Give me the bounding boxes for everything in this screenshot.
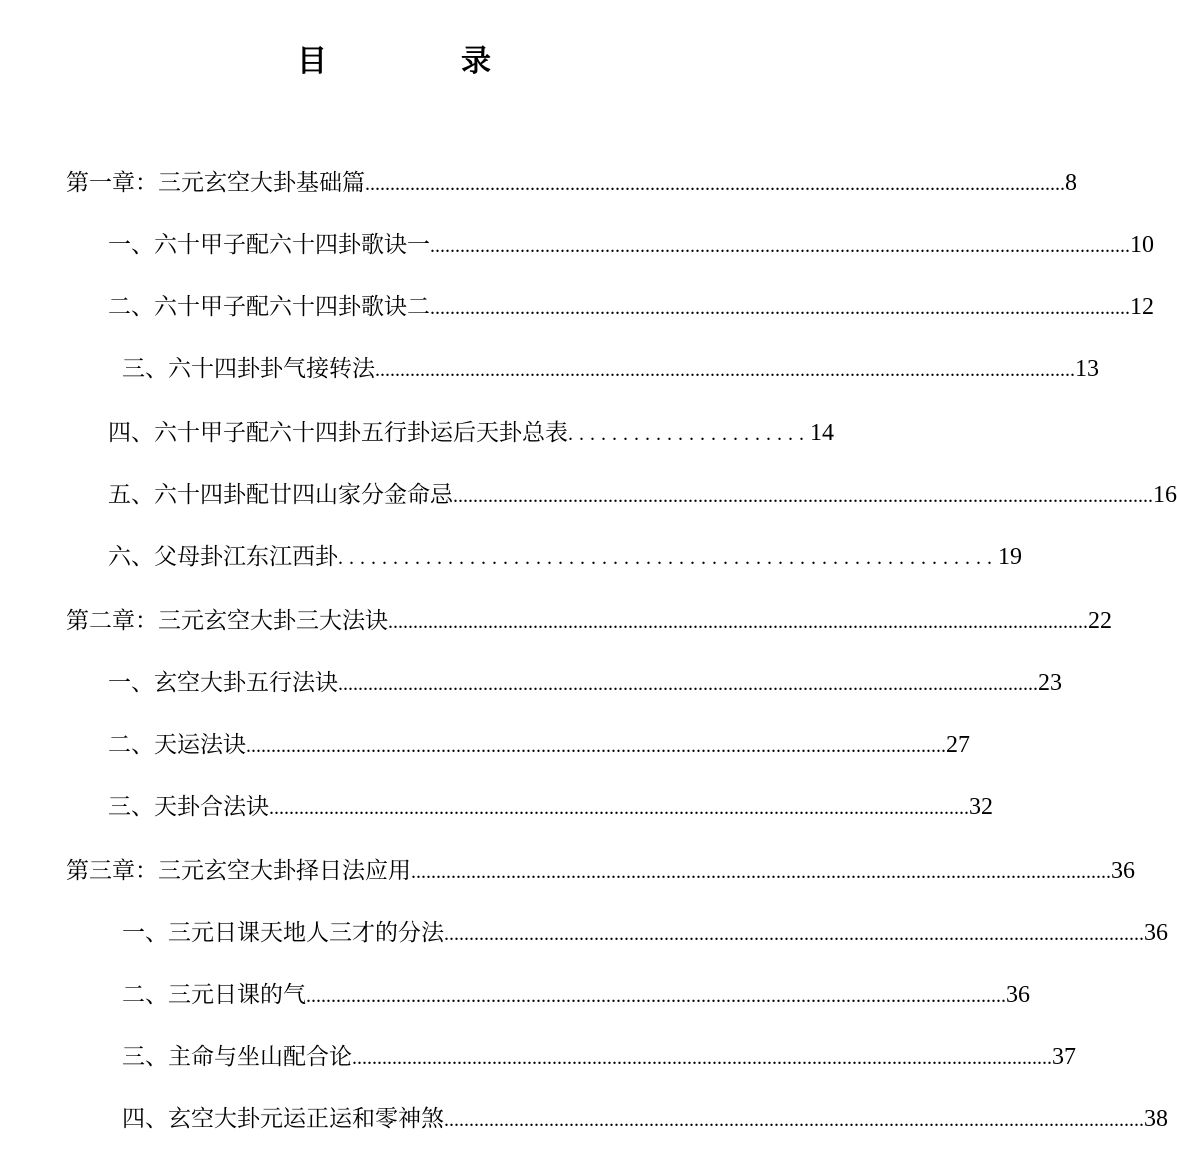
- toc-entry-label: 二、六十甲子配六十四卦歌诀二: [108, 294, 430, 320]
- toc-entry-page: 14: [810, 420, 834, 446]
- toc-entry-page: 38: [1144, 1106, 1168, 1132]
- toc-entry-label: 四、玄空大卦元运正运和零神煞: [122, 1106, 444, 1132]
- toc-leader-dots: ............................................................................................................................................: [338, 673, 1038, 695]
- toc-leader-dots: ............................................................................................................................................: [388, 611, 1088, 633]
- toc-entry-label: 二、三元日课的气: [122, 982, 306, 1008]
- toc-entry[interactable]: [66, 166, 1077, 201]
- toc-entry-label: 三、六十四卦卦气接转法: [122, 356, 375, 382]
- toc-entry-label: 第一章：三元玄空大卦基础篇: [66, 170, 365, 196]
- toc-entry[interactable]: [108, 666, 1062, 701]
- toc-entry-page: 23: [1038, 670, 1062, 696]
- toc-entry-page: 12: [1130, 294, 1154, 320]
- toc-leader-dots: ............................................................................................................................................: [444, 1109, 1144, 1131]
- toc-entry-label: 六、父母卦江东江西卦: [108, 544, 338, 570]
- toc-entry-page: 36: [1006, 982, 1030, 1008]
- toc-entry[interactable]: [122, 916, 1168, 951]
- toc-entry-label: 第二章：三元玄空大卦三大法诀: [66, 608, 388, 634]
- toc-entry-label: 四、六十甲子配六十四卦五行卦运后天卦总表: [108, 420, 568, 446]
- toc-entry[interactable]: [108, 478, 1177, 513]
- toc-entry-page: 27: [946, 732, 970, 758]
- toc-entry-label: 第三章：三元玄空大卦择日法应用: [66, 858, 411, 884]
- toc-entry[interactable]: [122, 352, 1099, 387]
- toc-leader-dots: ............................................................................................................................................: [246, 735, 946, 757]
- toc-leader-dots: ............................................................................................................................................: [352, 1047, 1052, 1069]
- toc-leader-dots: ............................................................................................................................................: [306, 985, 1006, 1007]
- toc-entry-label: 三、天卦合法诀: [108, 794, 269, 820]
- toc-leader-dots: ............................................................................................................................................: [365, 173, 1065, 195]
- toc-entry-page: 19: [998, 544, 1022, 570]
- toc-entry-page: 22: [1088, 608, 1112, 634]
- toc-entry-label: 三、主命与坐山配合论: [122, 1044, 352, 1070]
- toc-entry[interactable]: [108, 228, 1154, 263]
- toc-entry-page: 36: [1144, 920, 1168, 946]
- toc-entry-page: 8: [1065, 170, 1077, 196]
- toc-entry-page: 16: [1153, 482, 1177, 508]
- toc-entry-label: 五、六十四卦配廿四山家分金命忌: [108, 482, 453, 508]
- toc-entry[interactable]: [122, 1102, 1168, 1137]
- page-title: 目 录: [297, 44, 543, 79]
- toc-entry-label: 一、六十甲子配六十四卦歌诀一: [108, 232, 430, 258]
- toc-entry[interactable]: [122, 978, 1030, 1013]
- toc-entry-page: 36: [1111, 858, 1135, 884]
- toc-entry-page: 10: [1130, 232, 1154, 258]
- toc-entry[interactable]: [122, 1040, 1076, 1075]
- toc-entry[interactable]: [66, 604, 1112, 639]
- toc-entry-label: 一、三元日课天地人三才的分法: [122, 920, 444, 946]
- toc-entry[interactable]: [108, 728, 970, 763]
- toc-leader-dots: ............................................................................................................................................: [430, 235, 1130, 257]
- toc-entry-label: 二、天运法诀: [108, 732, 246, 758]
- toc-leader-dots: ............................................................................................................................................: [411, 861, 1111, 883]
- toc-leader-dots: ............................................................: [338, 547, 998, 569]
- toc-leader-dots: ............................................................................................................................................: [453, 485, 1153, 507]
- toc-entry-label: 一、玄空大卦五行法诀: [108, 670, 338, 696]
- toc-leader-dots: ............................................................................................................................................: [269, 797, 969, 819]
- toc-entry[interactable]: [108, 540, 1022, 575]
- toc-entry-page: 13: [1075, 356, 1099, 382]
- toc-leader-dots: ............................................................................................................................................: [430, 297, 1130, 319]
- toc-entry[interactable]: [66, 854, 1135, 889]
- toc-leader-dots: ............................................................................................................................................: [444, 923, 1144, 945]
- toc-entry-page: 32: [969, 794, 993, 820]
- toc-entry[interactable]: [108, 790, 993, 825]
- toc-entry[interactable]: [108, 416, 834, 451]
- toc-entry[interactable]: [108, 290, 1154, 325]
- toc-entry-page: 37: [1052, 1044, 1076, 1070]
- toc-leader-dots: ............................................................................................................................................: [375, 359, 1075, 381]
- toc-leader-dots: ......................: [568, 423, 810, 445]
